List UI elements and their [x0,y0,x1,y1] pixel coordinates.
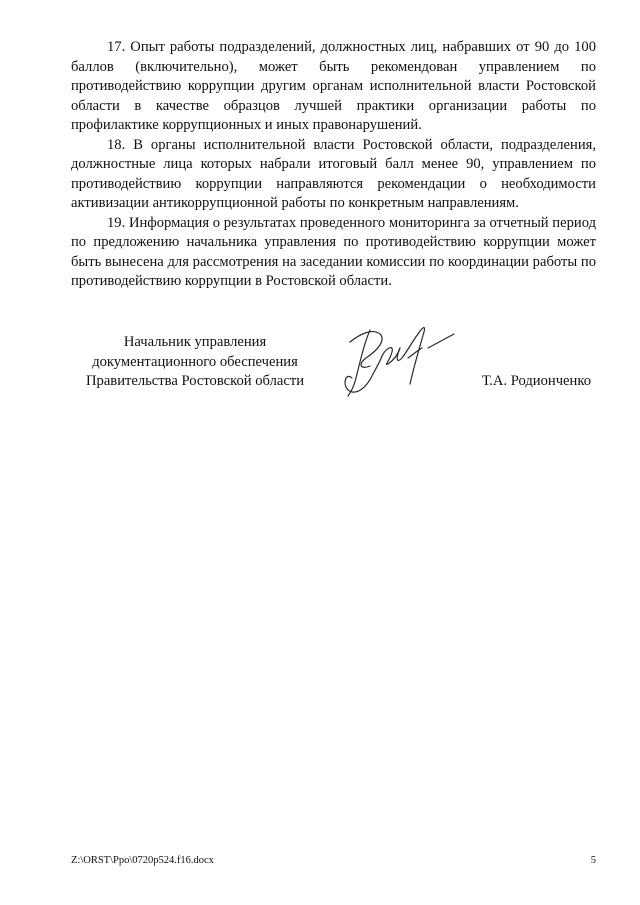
document-body [71,38,596,292]
signatory-name: Т.А. Родионченко [481,373,591,389]
signatory-position-line-3: Правительства Ростовской области [85,373,305,389]
signatory-position-line-2: документационного обеспечения [92,353,298,370]
paragraph-17: 17. Опыт работы подразделений, должностных лиц, набравших от 90 до 100 баллов (включительно), может быть рекомендован управлением по противодействию коррупции другим органам исполнительной власти Ростовской области в качестве образцов лучшей практики организации работы по профилактике коррупционных и иных правонарушений. [71,39,596,133]
signatory-position-line-1: Начальник управления [123,334,267,350]
paragraph-19: 19. Информация о результатах проведенного мониторинга за отчетный период по предложению начальника управления по противодействию коррупции может быть вынесена для рассмотрения на заседании комиссии по координации работы по противодействию коррупции в Ростовской области. [71,214,596,289]
paragraph-18: 18. В органы исполнительной власти Ростовской области, подразделения, должностные лица которых набрали итоговый балл менее 90, управлением по противодействию коррупции направляются рекомендации о необходимости активизации антикоррупционной работы по конкретным направлениям. [71,136,596,211]
handwritten-signature [338,318,456,400]
footer-file-path: Z:\ORST\Ppo\0720p524.f16.docx [71,855,214,866]
signatory-position [60,333,330,392]
page-number: 5 [590,855,596,866]
